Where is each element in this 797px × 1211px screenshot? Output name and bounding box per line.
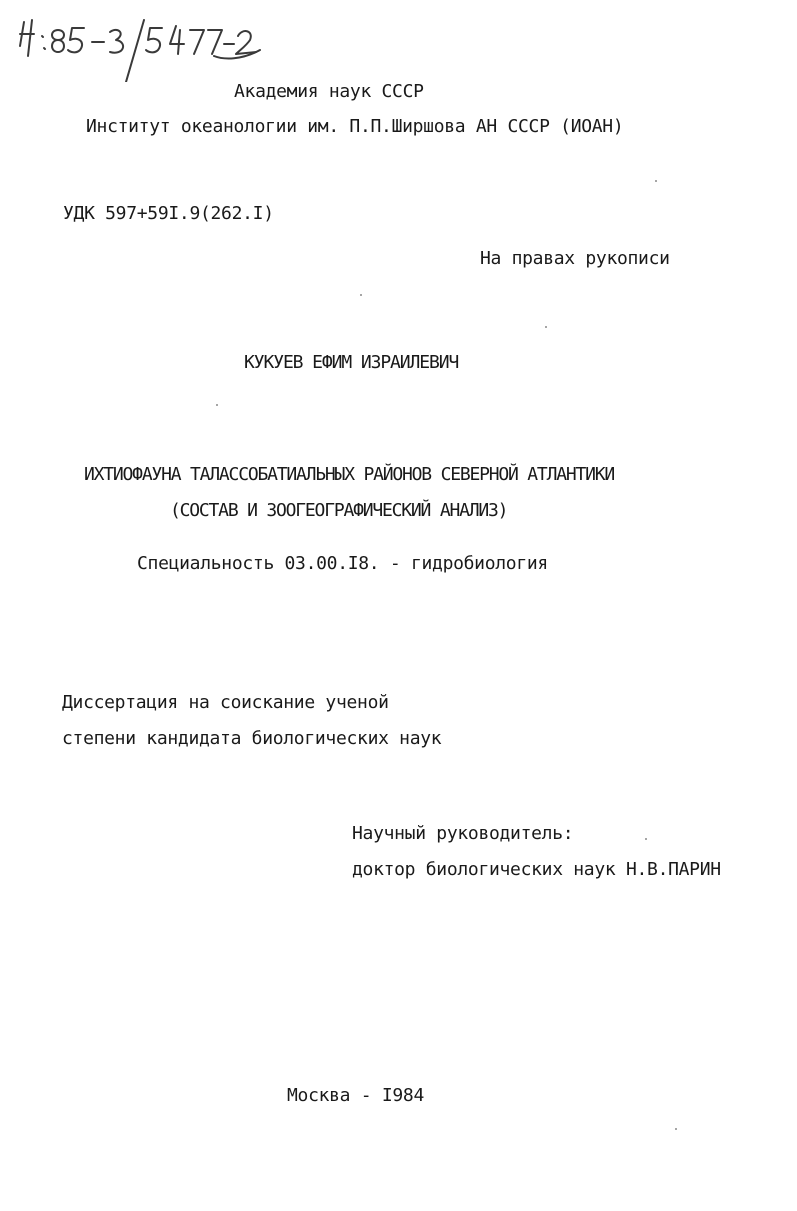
place-and-year: Москва - I984 xyxy=(287,1085,424,1106)
thesis-title-line2: (СОСТАВ И ЗООГЕОГРАФИЧЕСКИЙ АНАЛИЗ) xyxy=(170,500,508,521)
institute-name: Институт океанологии им. П.П.Ширшова АН СССР (ИОАН) xyxy=(86,116,624,137)
supervisor-label: Научный руководитель: xyxy=(352,823,574,844)
scan-speck xyxy=(545,326,547,328)
handwritten-note xyxy=(14,12,264,82)
supervisor-name: доктор биологических наук Н.В.ПАРИН xyxy=(352,859,721,880)
scan-speck xyxy=(216,404,218,406)
dissertation-line2: степени кандидата биологических наук xyxy=(62,728,442,749)
scan-speck xyxy=(360,294,362,296)
scan-speck xyxy=(645,838,647,840)
scan-speck xyxy=(675,1128,677,1130)
academy-name: Академия наук СССР xyxy=(234,81,424,102)
thesis-title-line1: ИХТИОФАУНА ТАЛАССОБАТИАЛЬНЫХ РАЙОНОВ СЕВЕРНОЙ АТЛАНТИКИ xyxy=(84,464,615,485)
udk-code: УДК 597+59I.9(262.I) xyxy=(63,203,274,224)
author-name: КУКУЕВ ЕФИМ ИЗРАИЛЕВИЧ xyxy=(244,352,459,373)
manuscript-rights: На правах рукописи xyxy=(480,248,670,269)
specialty: Специальность 03.00.I8. - гидробиология xyxy=(137,553,548,574)
dissertation-line1: Диссертация на соискание ученой xyxy=(62,692,389,713)
scan-speck xyxy=(655,180,657,182)
